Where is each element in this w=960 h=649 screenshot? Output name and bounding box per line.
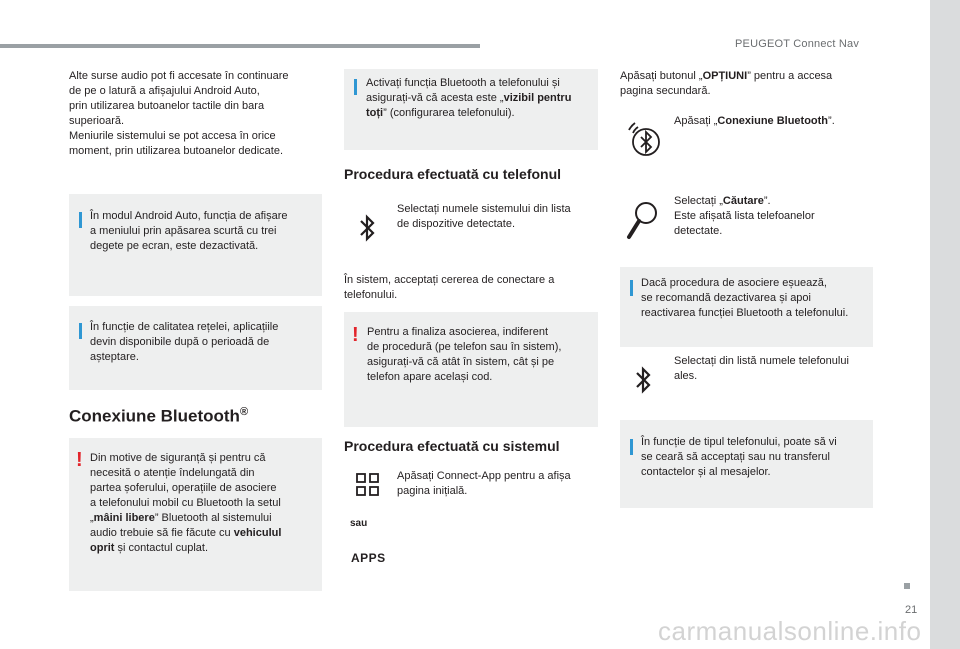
warning-box-text: Din motive de siguranță și pentru că necesită o atenție îndelungată din partea șoferului, operațiile de asociere a telefonului mobil cu Bluetooth la setul „mâini libere” Bluetooth al sistemului audio trebuie să fie făcute cu vehiculul oprit și contactul cuplat. [90,452,282,554]
bluetooth-connection-icon [626,120,664,160]
info-icon [630,280,633,296]
step-press-bluetooth-connection: Apăsați „Conexiune Bluetooth”. [674,115,835,127]
info-box-text: În funcție de tipul telefonului, poate să vi se ceară să acceptați sau nu transferul contactelor și al mesajelor. [641,436,837,478]
page-number: 21 [905,604,918,616]
bluetooth-icon [358,212,376,244]
info-box-text: În modul Android Auto, funcția de afișare a meniului prin apăsarea scurtă cu trei degete pe ecran, este dezactivată. [90,210,288,252]
intro-line: prin utilizarea butoanelor tactile din bara [69,100,265,112]
warning-box-text: Pentru a finaliza asocierea, indiferent de procedură (pe telefon sau în sistem), asigurați-vă că atât în sistem, cât și pe telefon apare același cod. [367,326,562,383]
warning-icon: ! [352,324,359,346]
intro-line: superioară. [69,115,125,127]
col1-intro [69,69,289,159]
section-heading-bluetooth: Conexiune Bluetooth® [69,406,249,426]
info-box-visibility [344,69,598,150]
header-title: PEUGEOT Connect Nav [735,38,860,50]
info-box-contacts [620,420,873,508]
info-box-text: Dacă procedura de asociere eșuează, se recomandă dezactivarea și apoi reactivarea funcției Bluetooth a telefonului. [641,277,849,319]
warning-icon: ! [76,449,83,471]
step-select-search: Selectați „Căutare”. Este afișată lista telefoanelor detectate. [674,195,815,237]
step-press-connect-app: Apăsați Connect-App pentru a afișa pagina inițială. [397,470,571,497]
info-icon [354,79,357,95]
step-select-system-name: Selectați numele sistemului din lista de dispozitive detectate. [397,203,571,230]
heading-system-procedure: Procedura efectuată cu sistemul [344,438,560,454]
side-strip [930,0,960,649]
page-marker [904,583,910,589]
info-box-android-auto [69,194,322,296]
step-accept-request: În sistem, acceptați cererea de conectare a telefonului. [344,274,555,301]
info-icon [630,439,633,455]
warning-box-code [344,312,598,427]
heading-phone-procedure: Procedura efectuată cu telefonul [344,166,562,182]
info-icon [79,212,82,228]
info-box-text: Activați funcția Bluetooth a telefonului și asigurați-vă că acesta este „vizibil pentru toți” (configurarea telefonului). [366,77,572,119]
intro-line: de pe o latură a afișajului Android Auto, [69,85,260,97]
or-label: sau [350,518,368,529]
intro-line: moment, prin utilizarea butoanelor dedicate. [69,145,284,157]
bluetooth-icon [634,364,652,396]
info-box-network [69,306,322,390]
step-select-phone: Selectați din listă numele telefonului ales. [674,355,849,382]
connect-app-grid-icon [356,473,380,497]
info-box-text: În funcție de calitatea rețelei, aplicațiile devin disponibile după o perioadă de așteptare. [90,321,279,363]
info-box-pairing-failed [620,267,873,347]
intro-line: Alte surse audio pot fi accesate în continuare [69,70,289,82]
intro-line: Meniurile sistemului se pot accesa în orice [69,130,276,142]
header-rule [0,44,480,48]
search-icon [626,200,660,240]
info-icon [79,323,82,339]
col3-intro: Apăsați butonul „OPȚIUNI” pentru a accesa pagina secundară. [620,70,833,97]
warning-box-safety [69,438,322,591]
apps-button-label: APPS [351,551,386,565]
watermark: carmanualsonline.info [658,616,922,646]
